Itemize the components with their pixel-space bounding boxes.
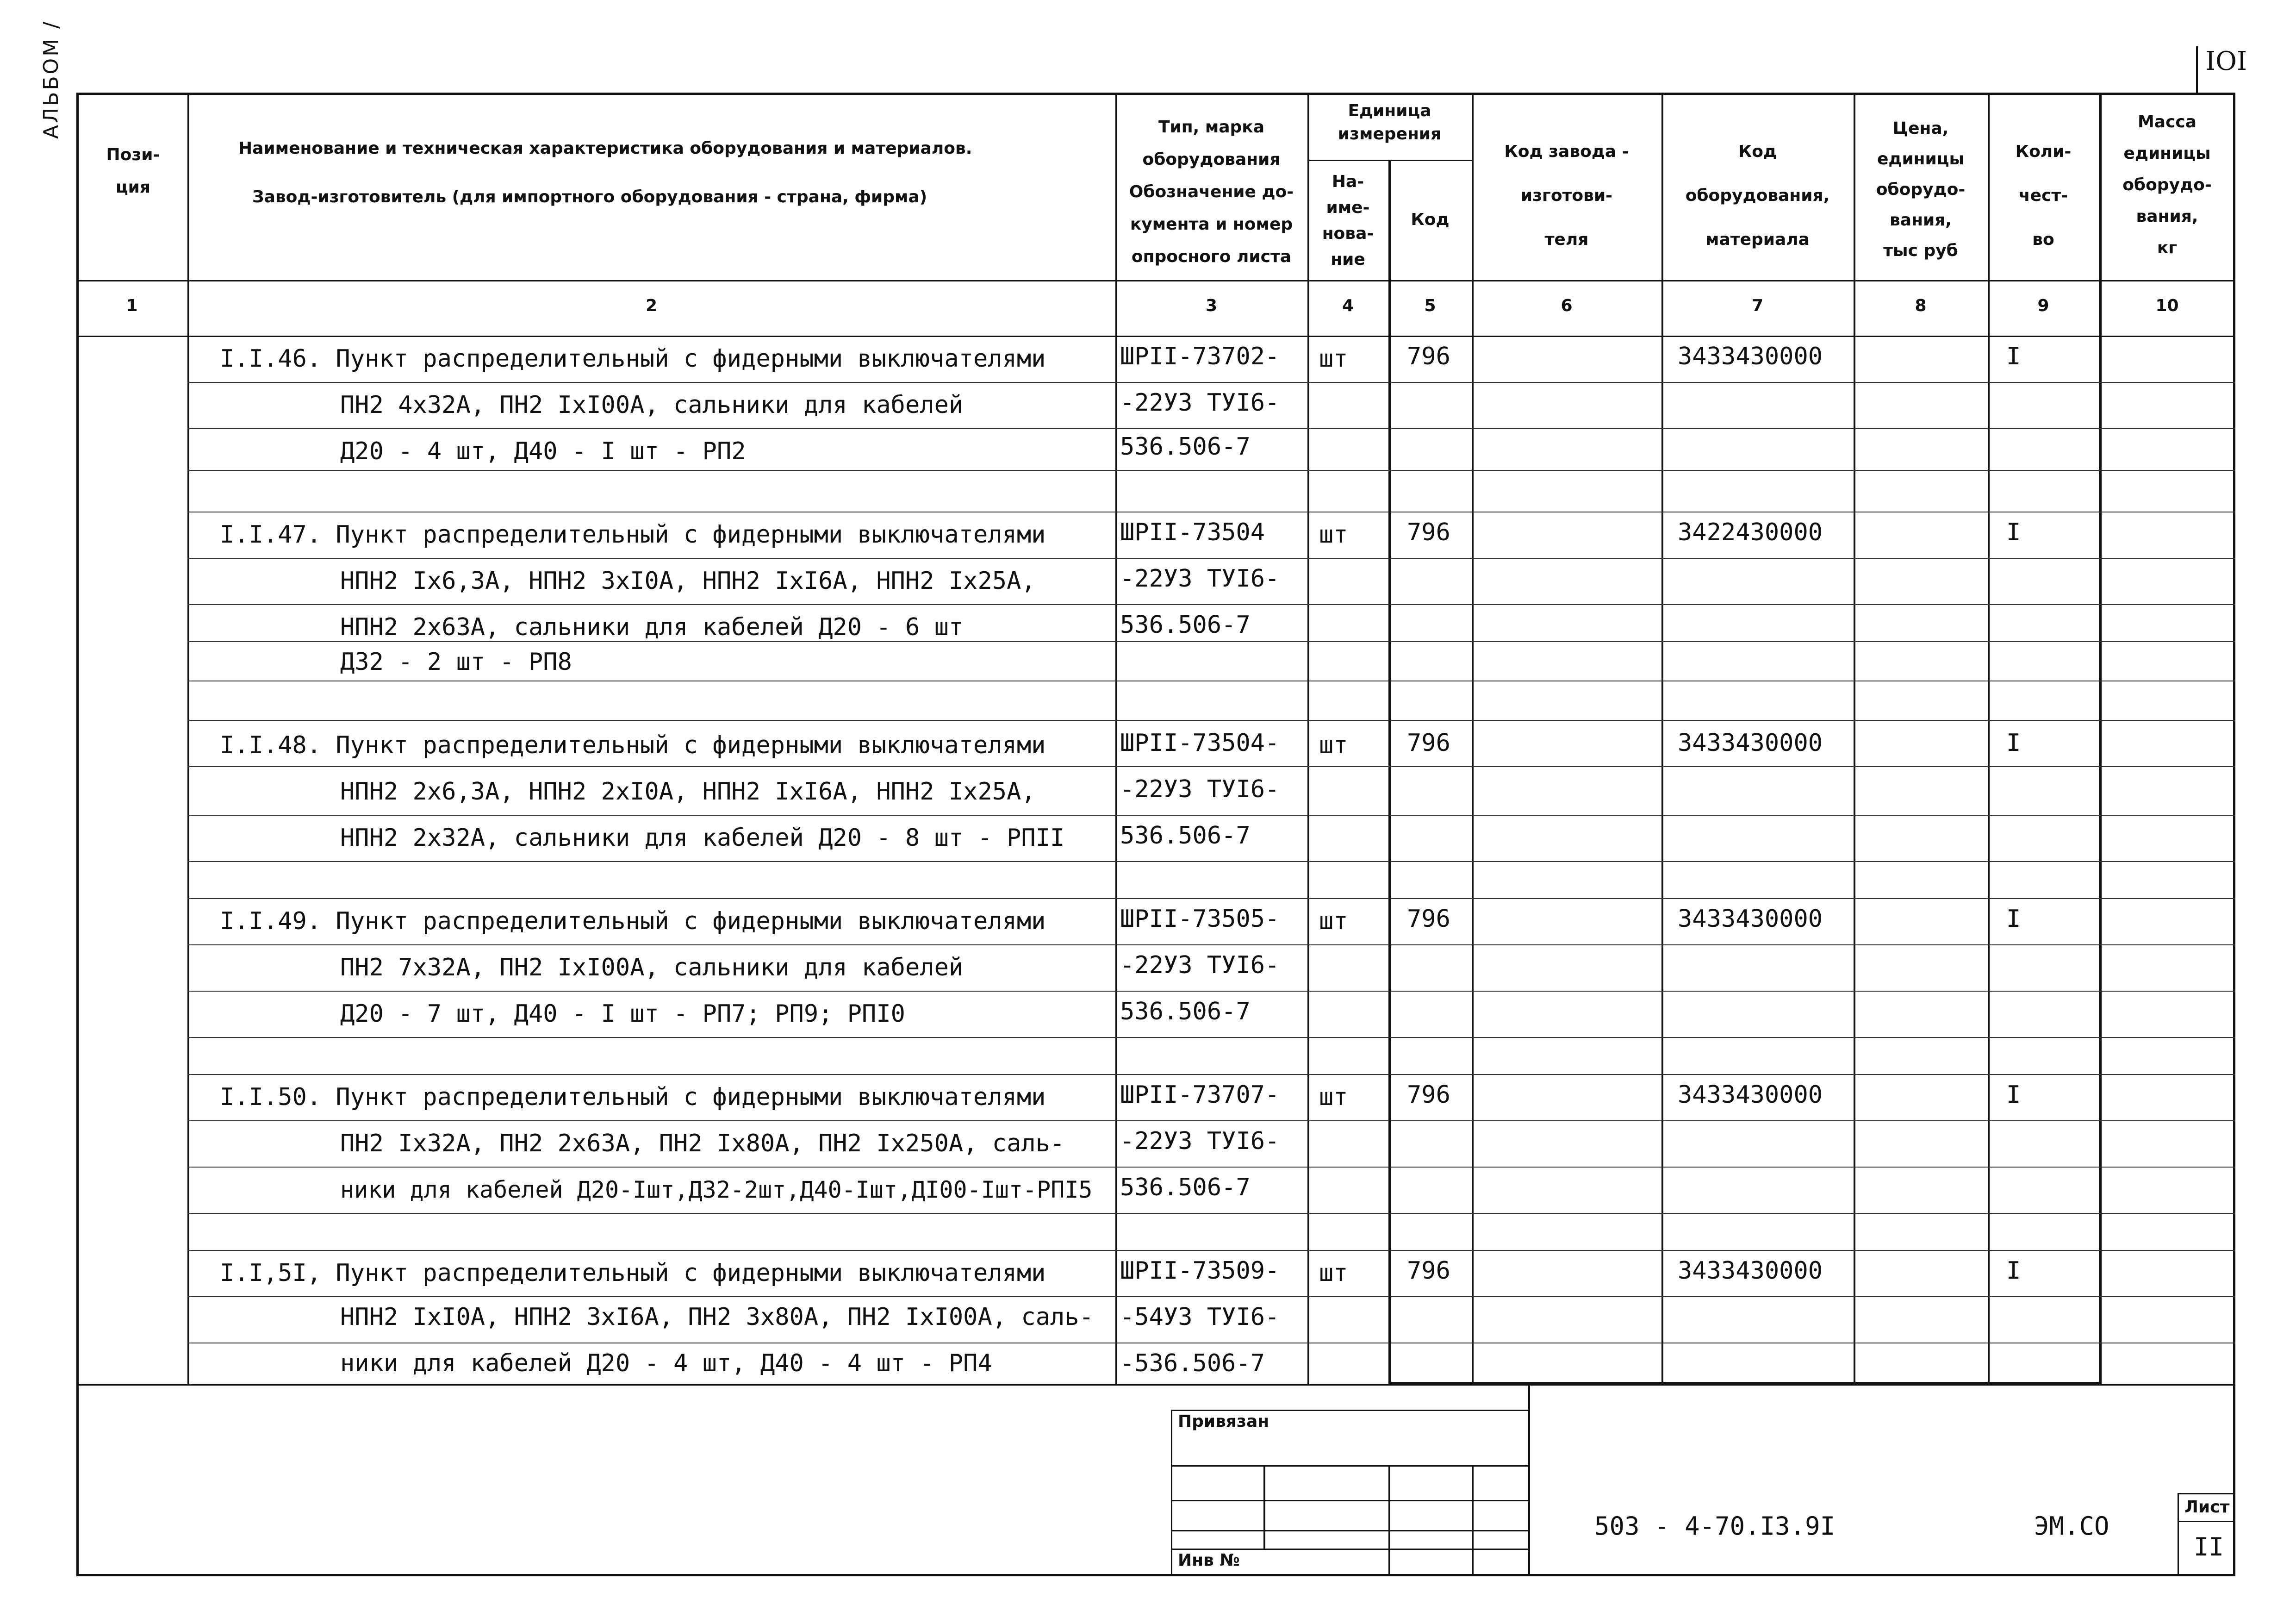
item-quantity: I bbox=[2006, 905, 2021, 933]
row-line bbox=[187, 1120, 2235, 1121]
item-type-line: -22У3 ТУI6- bbox=[1120, 1127, 1280, 1155]
stamp-line bbox=[1171, 1549, 1530, 1550]
item-unit: шт bbox=[1319, 731, 1348, 759]
item-text-line: НПН2 Ix6,3A, НПН2 3xI0A, НПН2 IxI6A, НПН2 Ix25A, bbox=[340, 567, 1036, 595]
item-unit-code: 796 bbox=[1407, 905, 1450, 933]
item-equipment-code: 3433430000 bbox=[1678, 1081, 1823, 1109]
item-text-line: НПН2 IxI0A, НПН2 3xI6A, ПН2 3x80A, ПН2 IxI00A, саль- bbox=[340, 1303, 1094, 1331]
item-equipment-code: 3433430000 bbox=[1678, 905, 1823, 933]
item-text-line: НПН2 2x32A, сальники для кабелей Д20 - 8 шт - РПII bbox=[340, 824, 1065, 852]
row-line bbox=[187, 815, 2235, 816]
item-text-line: ники для кабелей Д20 - 4 шт, Д40 - 4 шт - РП4 bbox=[340, 1349, 992, 1377]
sheet-number: II bbox=[2194, 1532, 2224, 1562]
row-line bbox=[187, 991, 2235, 992]
col-divider-3 bbox=[1307, 93, 1309, 1384]
album-side-label: АЛЬБОМ / bbox=[39, 20, 63, 139]
item-type-line: 536.506-7 bbox=[1120, 1174, 1251, 1201]
item-equipment-code: 3433430000 bbox=[1678, 729, 1823, 757]
item-text-line: I.I.47. Пункт распределительный с фидерными выключателями bbox=[220, 521, 1046, 549]
header-price: Цена, единицы оборудо- вания, тыс руб bbox=[1876, 119, 1966, 260]
item-type-line: 536.506-7 bbox=[1120, 822, 1251, 849]
item-text-line: I.I.46. Пункт распределительный с фидерными выключателями bbox=[220, 345, 1046, 373]
sheet-label: Лист bbox=[2184, 1498, 2230, 1517]
item-type-line: -54У3 ТУI6- bbox=[1120, 1303, 1280, 1331]
unit-group-divider bbox=[1307, 160, 1472, 161]
item-unit: шт bbox=[1319, 907, 1348, 935]
row-line bbox=[187, 382, 2235, 383]
stamp-bound-label: Привязан bbox=[1178, 1412, 1269, 1431]
item-text-line: Д20 - 7 шт, Д40 - I шт - РП7; РП9; РПI0 bbox=[340, 1000, 905, 1028]
stamp-line bbox=[1171, 1530, 1530, 1531]
row-line bbox=[187, 1296, 2235, 1297]
col-divider-7 bbox=[1854, 93, 1855, 1384]
item-text-line: ПН2 Ix32A, ПН2 2x63A, ПН2 Ix80A, ПН2 Ix250A, саль- bbox=[340, 1130, 1065, 1157]
colnum-4: 4 bbox=[1342, 296, 1354, 315]
col-divider-4 bbox=[1388, 160, 1391, 1384]
item-quantity: I bbox=[2006, 518, 2021, 546]
colnum-5: 5 bbox=[1424, 296, 1436, 315]
stamp-divider bbox=[1263, 1465, 1265, 1549]
item-quantity: I bbox=[2006, 1257, 2021, 1285]
item-quantity: I bbox=[2006, 343, 2021, 370]
item-equipment-code: 3433430000 bbox=[1678, 1257, 1823, 1285]
stamp-line bbox=[1171, 1500, 1530, 1501]
document-code: 503 - 4-70.I3.9I bbox=[1594, 1512, 1836, 1541]
item-type-line: ШРII-73504- bbox=[1120, 729, 1280, 757]
row-line bbox=[187, 1074, 2235, 1075]
item-unit-code: 796 bbox=[1407, 518, 1450, 546]
page-number: IOI bbox=[2205, 46, 2247, 76]
sheet-box-line bbox=[2178, 1521, 2235, 1522]
row-line bbox=[187, 1037, 2235, 1038]
header-type-mark: Тип, марка оборудования Обозначение до- кумента и номер опросного листа bbox=[1129, 118, 1294, 266]
col-divider-6 bbox=[1661, 93, 1663, 1384]
stamp-divider bbox=[1472, 1465, 1474, 1576]
row-line bbox=[187, 604, 2235, 605]
item-quantity: I bbox=[2006, 729, 2021, 757]
header-name-line2: Завод-изготовитель (для импортного оборудования - страна, фирма) bbox=[252, 187, 927, 206]
item-unit-code: 796 bbox=[1407, 729, 1450, 757]
header-position: Пози- ция bbox=[106, 145, 160, 197]
item-text-line: I.I.50. Пункт распределительный с фидерными выключателями bbox=[220, 1083, 1046, 1111]
row-line bbox=[187, 641, 2235, 642]
colnum-10: 10 bbox=[2155, 296, 2179, 315]
row-line bbox=[187, 720, 2235, 721]
row-line bbox=[187, 944, 2235, 945]
row-line bbox=[187, 766, 2235, 767]
item-type-line: ШРII-73707- bbox=[1120, 1081, 1280, 1109]
item-type-line: ШРII-73505- bbox=[1120, 905, 1280, 933]
row-line bbox=[187, 470, 2235, 471]
col-divider-2 bbox=[1115, 93, 1117, 1384]
col-divider-9 bbox=[2099, 93, 2102, 1384]
stamp-divider bbox=[1388, 1465, 1390, 1576]
item-type-line: 536.506-7 bbox=[1120, 611, 1251, 639]
stamp-line bbox=[1171, 1465, 1530, 1467]
item-type-line: 536.506-7 bbox=[1120, 433, 1251, 461]
colnum-2: 2 bbox=[645, 296, 658, 315]
item-unit: шт bbox=[1319, 1083, 1348, 1111]
item-unit-code: 796 bbox=[1407, 1081, 1450, 1109]
stamp-inventory-label: Инв № bbox=[1178, 1551, 1240, 1570]
item-text-line: Д20 - 4 шт, Д40 - I шт - РП2 bbox=[340, 437, 746, 465]
item-unit: шт bbox=[1319, 345, 1348, 373]
title-block-divider bbox=[1528, 1384, 1530, 1576]
colnum-3: 3 bbox=[1205, 296, 1218, 315]
row-line bbox=[187, 558, 2235, 559]
item-equipment-code: 3422430000 bbox=[1678, 518, 1823, 546]
item-text-line: НПН2 2x6,3A, НПН2 2xI0A, НПН2 IxI6A, НПН2 Ix25A, bbox=[340, 778, 1036, 806]
item-text-line: ники для кабелей Д20-Iшт,Д32-2шт,Д40-Iшт,ДI00-Iшт-РПI5 bbox=[340, 1176, 1093, 1203]
item-text-line: I.I,5I, Пункт распределительный с фидерными выключателями bbox=[220, 1259, 1046, 1287]
item-type-line: -536.506-7 bbox=[1120, 1349, 1265, 1377]
row-line bbox=[187, 1250, 2235, 1251]
item-type-line: ШРII-73504 bbox=[1120, 518, 1265, 546]
header-name-line1: Наименование и техническая характеристика оборудования и материалов. bbox=[238, 139, 972, 158]
header-mass: Масса единицы оборудо- вания, кг bbox=[2122, 112, 2212, 257]
item-type-line: ШРII-73509- bbox=[1120, 1257, 1280, 1285]
col-divider-1 bbox=[187, 93, 189, 1384]
page-number-divider bbox=[2196, 46, 2198, 93]
row-line bbox=[187, 861, 2235, 862]
header-factory-code: Код завода - изготови- теля bbox=[1504, 142, 1629, 249]
col-divider-5 bbox=[1472, 93, 1474, 1384]
row-line bbox=[187, 898, 2235, 899]
header-unit-name: На- име- нова- ние bbox=[1322, 172, 1374, 269]
col-divider-8 bbox=[1988, 93, 1990, 1384]
item-text-line: ПН2 7x32A, ПН2 IxI00A, сальники для кабелей bbox=[340, 954, 964, 981]
item-text-line: I.I.48. Пункт распределительный с фидерными выключателями bbox=[220, 731, 1046, 759]
column-numbers-bottom-line bbox=[76, 336, 2235, 337]
row-line bbox=[187, 1213, 2235, 1214]
header-bottom-line bbox=[76, 280, 2235, 281]
header-equipment-code: Код оборудования, материала bbox=[1685, 142, 1830, 249]
colnum-9: 9 bbox=[2037, 296, 2049, 315]
item-unit: шт bbox=[1319, 1259, 1348, 1287]
colnum-1: 1 bbox=[126, 296, 138, 315]
row-line bbox=[187, 1167, 2235, 1168]
item-text-line: ПН2 4х32А, ПН2 IxI00A, сальники для кабелей bbox=[340, 391, 964, 419]
item-text-line: НПН2 2x63A, сальники для кабелей Д20 - 6 шт bbox=[340, 613, 964, 641]
item-unit-code: 796 bbox=[1407, 1257, 1450, 1285]
colnum-6: 6 bbox=[1561, 296, 1573, 315]
colnum-7: 7 bbox=[1751, 296, 1764, 315]
item-text-line: I.I.49. Пункт распределительный с фидерными выключателями bbox=[220, 907, 1046, 935]
item-type-line: -22У3 ТУI6- bbox=[1120, 951, 1280, 979]
item-quantity: I bbox=[2006, 1081, 2021, 1109]
colnum-8: 8 bbox=[1915, 296, 1927, 315]
item-unit-code: 796 bbox=[1407, 343, 1450, 370]
bold-bottom-box bbox=[1388, 1382, 2101, 1385]
document-mark: ЭМ.СО bbox=[2034, 1512, 2109, 1541]
item-type-line: ШРII-73702- bbox=[1120, 343, 1280, 370]
item-unit: шт bbox=[1319, 521, 1348, 549]
item-text-line: Д32 - 2 шт - РП8 bbox=[340, 648, 572, 676]
item-equipment-code: 3433430000 bbox=[1678, 343, 1823, 370]
item-type-line: -22У3 ТУI6- bbox=[1120, 775, 1280, 803]
item-type-line: -22У3 ТУI6- bbox=[1120, 389, 1280, 417]
header-unit-group: Единица измерения bbox=[1338, 101, 1442, 144]
item-type-line: -22У3 ТУI6- bbox=[1120, 565, 1280, 593]
item-type-line: 536.506-7 bbox=[1120, 998, 1251, 1025]
header-quantity: Коли- чест- во bbox=[2015, 142, 2072, 249]
row-line bbox=[187, 428, 2235, 429]
header-unit-code: Код bbox=[1411, 210, 1450, 229]
